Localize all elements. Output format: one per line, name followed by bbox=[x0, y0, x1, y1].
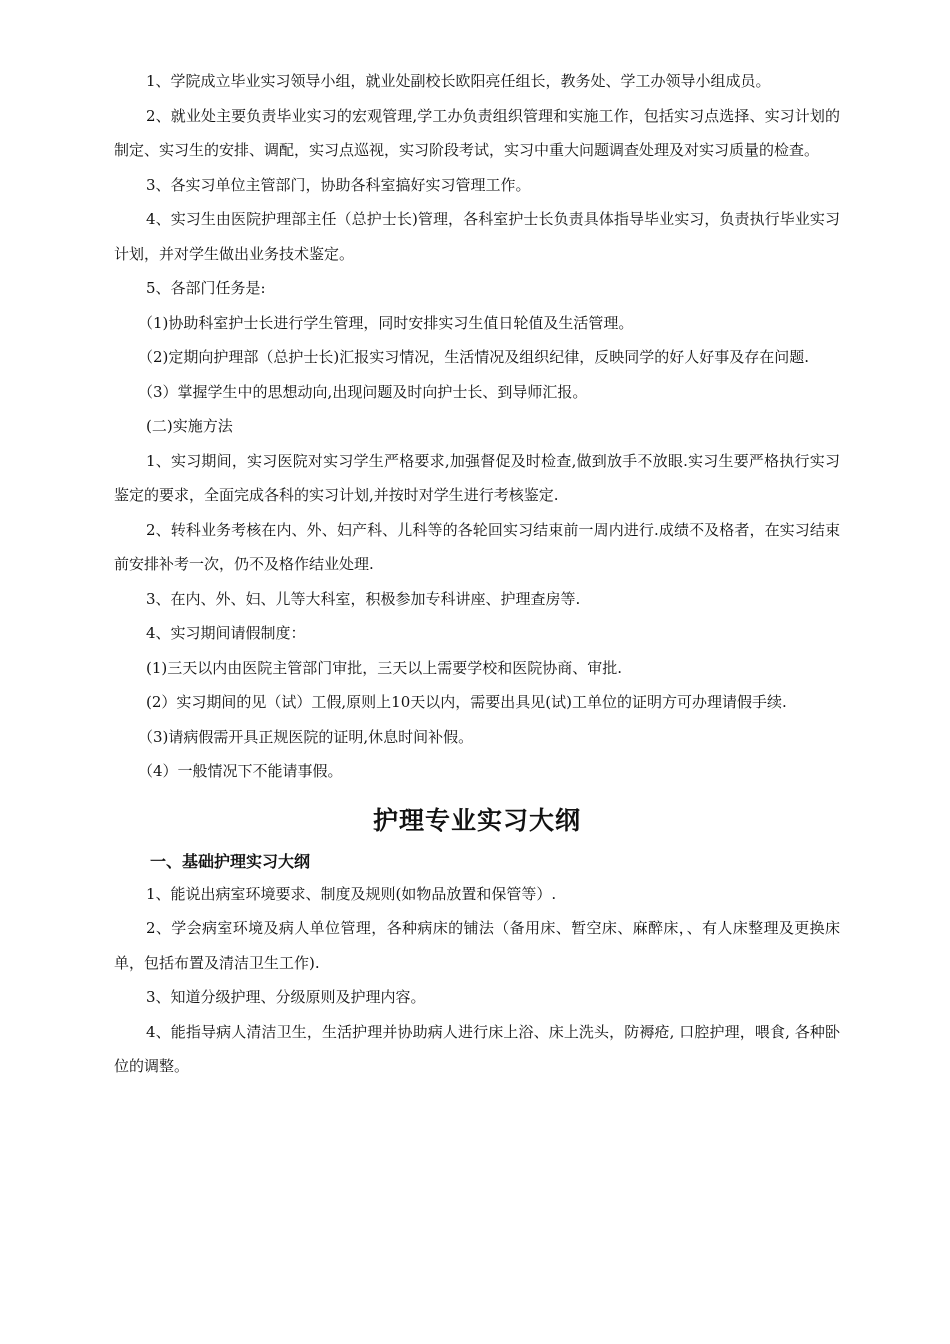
paragraph-employment-office-duties: 2、就业处主要负责毕业实习的宏观管理,学工办负责组织管理和实施工作，包括实习点选择、实习计划的制定、实习生的安排、调配，实习点巡视，实习阶段考试，实习中重大问题调查处理及对实习质量的检查。 bbox=[114, 106, 840, 159]
paragraph-nursing-director: 4、实习生由医院护理部主任（总护士长)管理，各科室护士长负责具体指导毕业实习，负责执行毕业实习计划，并对学生做出业务技术鉴定。 bbox=[114, 210, 840, 263]
paragraph-unit-departments: 3、各实习单位主管部门，协助各科室搞好实习管理工作。 bbox=[146, 175, 531, 194]
paragraph-leadership-group: 1、学院成立毕业实习领导小组，就业处副校长欧阳亮任组长，教务处、学工办领导小组成员。 bbox=[146, 72, 771, 90]
paragraph-leave-1: (1)三天以内由医院主管部门审批，三天以上需要学校和医院协商、审批. bbox=[146, 658, 623, 677]
paragraph-leave-3: （3)请病假需开具正规医院的证明,休息时间补假。 bbox=[138, 727, 474, 746]
paragraph-task-1: （1)协助科室护士长进行学生管理，同时安排实习生值日轮值及生活管理。 bbox=[138, 313, 634, 332]
paragraph-outline-2: 2、学会病室环境及病人单位管理，各种病床的铺法（备用床、暂空床、麻醉床，、有人床整理及更换床单，包括布置及清洁卫生工作). bbox=[114, 919, 840, 972]
document-title: 护理专业实习大纲 bbox=[372, 805, 581, 835]
paragraph-implementation-heading: (二)实施方法 bbox=[146, 417, 233, 435]
document-body bbox=[114, 64, 840, 1084]
paragraph-outline-1: 1、能说出病室环境要求、制度及规则(如物品放置和保管等）. bbox=[146, 884, 557, 903]
paragraph-method-3: 3、在内、外、妇、儿等大科室，积极参加专科讲座、护理查房等. bbox=[146, 589, 581, 608]
paragraph-outline-3: 3、知道分级护理、分级原则及护理内容。 bbox=[146, 988, 426, 1006]
paragraph-task-2: （2)定期向护理部（总护士长)汇报实习情况，生活情况及组织纪律，反映同学的好人好事及存在问题. bbox=[138, 348, 810, 366]
paragraph-leave-4: （4）一般情况下不能请事假。 bbox=[138, 762, 343, 780]
paragraph-department-tasks: 5、各部门任务是: bbox=[146, 279, 266, 297]
paragraph-method-2: 2、转科业务考核在内、外、妇产科、儿科等的各轮回实习结束前一周内进行.成绩不及格者，在实习结束前安排补考一次，仍不及格作结业处理. bbox=[114, 520, 840, 573]
paragraph-leave-policy: 4、实习期间请假制度： bbox=[146, 624, 306, 642]
paragraph-outline-4: 4、能指导病人清洁卫生，生活护理并协助病人进行床上浴、床上洗头，防褥疮, 口腔护理，喂食, 各种卧位的调整。 bbox=[114, 1022, 840, 1075]
paragraph-task-3: （3）掌握学生中的思想动向,出现问题及时向护士长、到导师汇报。 bbox=[138, 382, 588, 401]
section-heading-basic-nursing: 一、基础护理实习大纲 bbox=[150, 851, 311, 871]
paragraph-leave-2: (2）实习期间的见（试）工假,原则上10天以内，需要出具见(试)工单位的证明方可办理请假手续. bbox=[146, 693, 787, 711]
paragraph-method-1: 1、实习期间，实习医院对实习学生严格要求,加强督促及时检查,做到放手不放眼.实习生要严格执行实习鉴定的要求，全面完成各科的实习计划,并按时对学生进行考核鉴定. bbox=[114, 451, 840, 504]
